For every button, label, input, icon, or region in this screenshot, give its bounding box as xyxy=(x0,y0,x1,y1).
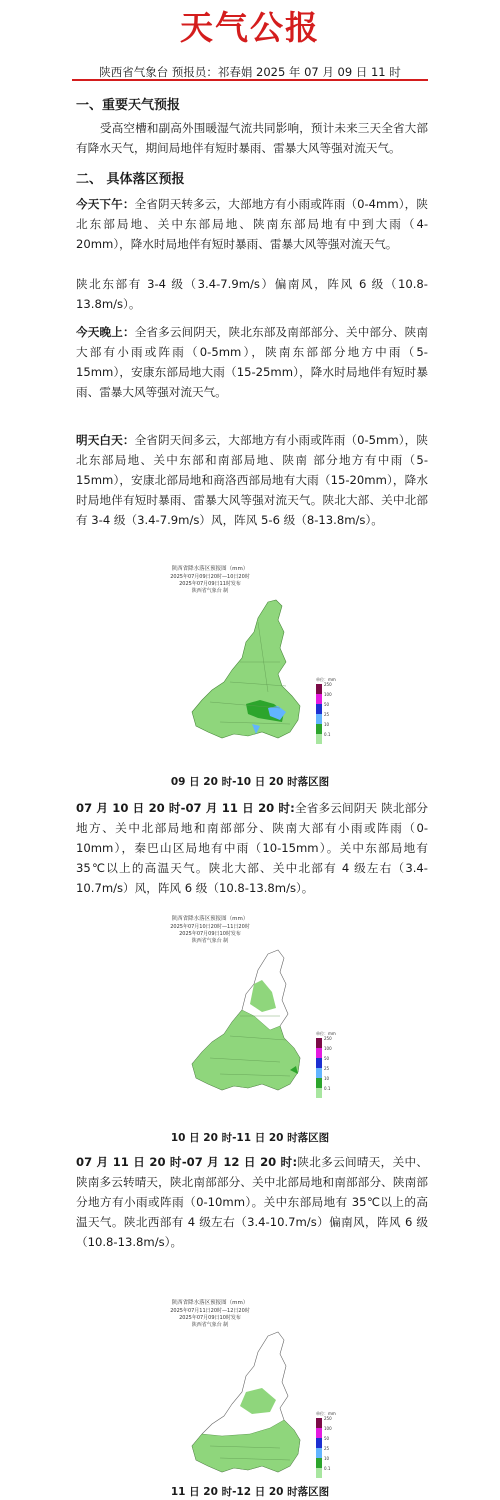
map1-legend-swatch xyxy=(316,704,322,714)
map3-legend-swatch xyxy=(316,1448,322,1458)
period2-lead: 07 月 10 日 20 时-07 月 11 日 20 时: xyxy=(76,801,295,815)
bulletin-meta: 陕西省气象台 预报员：祁春娟 2025 年 07 月 09 日 11 时 xyxy=(99,65,401,79)
map1-source: 陕西省气象台 制 xyxy=(191,588,229,594)
map2-legend xyxy=(314,1030,354,1105)
map1-period: 2025年07月09日20时—10日20时 xyxy=(170,574,250,580)
map3-legend xyxy=(314,1410,354,1485)
map2-legend-swatch xyxy=(316,1038,322,1048)
map3-period: 2025年07月11日20时—12日20时 xyxy=(170,1308,250,1314)
header-divider xyxy=(72,79,428,81)
map1-legend-swatch xyxy=(316,734,322,744)
map1-legend-swatches xyxy=(316,682,332,744)
map2-legend-label: 0.1 xyxy=(324,1086,331,1091)
bulletin-title: 天气公报 xyxy=(180,8,320,47)
map1-legend-title: 单位：mm xyxy=(316,677,336,682)
map1-legend-label: 100 xyxy=(324,692,332,697)
map3-legend-swatch xyxy=(316,1418,322,1428)
period3-forecast xyxy=(76,1152,428,1252)
afternoon-wind: 陕北东部有 3-4 级（3.4-7.9m/s）偏南风，阵风 6 级（10.8-13.8m/s）。 xyxy=(76,277,428,311)
map1-legend-label: 10 xyxy=(324,722,330,727)
map2-caption: 10 日 20 时-11 日 20 时落区图 xyxy=(170,1132,330,1144)
map3-legend-title: 单位：mm xyxy=(316,1411,336,1416)
map1-legend-swatch xyxy=(316,714,322,724)
map1-legend xyxy=(314,676,354,751)
map3-legend-swatch xyxy=(316,1428,322,1438)
map1-caption: 09 日 20 时-10 日 20 时落区图 xyxy=(170,776,330,788)
map2-period: 2025年07月10日20时—11日20时 xyxy=(170,924,250,930)
section2-heading: 二、 具体落区预报 xyxy=(76,172,185,187)
map2-legend-label: 10 xyxy=(324,1076,330,1081)
tonight-forecast xyxy=(76,322,428,402)
map2-legend-label: 250 xyxy=(324,1036,332,1041)
tonight-text: 全省多云间阴天，陕北东部及南部部分、关中部分、陕南大部有小雨或阵雨（0-5mm），陕南东部部分地方中雨（5-15mm），安康东部局地大雨（15-25mm），降水时局地伴有短时暴雨、雷暴大风等强对流天气。 xyxy=(76,325,428,399)
map2-legend-label: 50 xyxy=(324,1056,330,1061)
period3-lead: 07 月 11 日 20 时-07 月 12 日 20 时: xyxy=(76,1155,298,1169)
map3-legend-swatches xyxy=(316,1416,332,1478)
tonight-lead: 今天晚上： xyxy=(76,325,135,339)
map2-legend-swatch xyxy=(316,1078,322,1088)
map3-source: 陕西省气象台 制 xyxy=(191,1322,229,1328)
map3-title: 陕西省降水落区预报图（mm） xyxy=(171,1300,249,1306)
map2-legend-swatch xyxy=(316,1048,322,1058)
map2-legend-swatch xyxy=(316,1088,322,1098)
map1-legend-label: 0.1 xyxy=(324,732,331,737)
map1-legend-swatch xyxy=(316,694,322,704)
map1-legend-label: 50 xyxy=(324,702,330,707)
map1-issued: 2025年07月09日11时发布 xyxy=(179,581,241,587)
map1-legend-label: 250 xyxy=(324,682,332,687)
map1-shaanxi-outline xyxy=(192,600,300,738)
section1-heading: 一、重要天气预报 xyxy=(76,98,181,113)
period2-text: 全省多云间阴天 陕北部分地方、关中北部局地和南部部分、陕南大部有小雨或阵雨（0-10mm），秦巴山区局地有中雨（10-15mm）。关中东部局地有 35℃以上的高温天气。陕北大部、关中北部有 4 级左右（3.4-10.7m/s）风，阵风 6 级（10.8-13.8m/s）。 xyxy=(76,801,428,895)
map3-legend-label: 50 xyxy=(324,1436,330,1441)
afternoon-lead: 今天下午： xyxy=(76,197,135,211)
map2-rain-south xyxy=(192,1010,300,1090)
map2-legend-title: 单位：mm xyxy=(316,1031,336,1036)
map3-caption: 11 日 20 时-12 日 20 时落区图 xyxy=(170,1486,330,1498)
map1-legend-swatch xyxy=(316,684,322,694)
map3-issued: 2025年07月09日10时发布 xyxy=(179,1315,241,1321)
period3-text: 陕北多云间晴天，关中、陕南多云转晴天，陕北南部部分、关中北部局地和南部部分、陕南部分地方有小雨或阵雨（0-10mm）。关中东部局地有 35℃以上的高温天气。陕北西部有 4 级左右（3.4-10.7m/s）偏南风，阵风 6 级（10.8-13.8m/s）。 xyxy=(76,1155,428,1249)
map2-issued: 2025年07月09日10时发布 xyxy=(179,931,241,937)
map1-title: 陕西省降水落区预报图（mm） xyxy=(171,566,249,572)
map2-legend-swatch xyxy=(316,1058,322,1068)
map2-legend-label: 25 xyxy=(324,1066,330,1071)
map3-legend-swatch xyxy=(316,1458,322,1468)
map2-legend-swatch xyxy=(316,1068,322,1078)
map3-legend-swatch xyxy=(316,1438,322,1448)
map3-legend-swatch xyxy=(316,1468,322,1478)
map3-legend-label: 100 xyxy=(324,1426,332,1431)
map2-legend-swatches xyxy=(316,1036,332,1098)
map2-legend-label: 100 xyxy=(324,1046,332,1051)
afternoon-forecast xyxy=(76,194,428,254)
tomorrow-text: 全省阴天间多云，大部地方有小雨或阵雨（0-5mm），陕北东部局地、关中东部和南部局地、陕南 部分地方有中雨（5-15mm），安康北部局地和商洛西部局地有大雨（15-20mm），降水时局地伴有短时暴雨、雷暴大风等强对流天气。陕北大部、关中北部有 3-4 级（3.4-7.9m/s）风，阵风 5-6 级（8-13.8m/s）。 xyxy=(76,433,428,527)
map3-legend-label: 250 xyxy=(324,1416,332,1421)
section1-text: 受高空槽和副高外围暖湿气流共同影响，预计未来三天全省大部有降水天气，期间局地伴有短时暴雨、雷暴大风等强对流天气。 xyxy=(76,121,428,155)
map1-legend-label: 25 xyxy=(324,712,330,717)
afternoon-text: 全省阴天转多云，大部地方有小雨或阵雨（0-4mm），陕北东部局地、关中东部局地、陕南东部局地有中到大雨（4-20mm），降水时局地伴有短时暴雨、雷暴大风等强对流天气。 xyxy=(76,197,428,251)
tomorrow-forecast xyxy=(76,430,428,530)
map2-source: 陕西省气象台 制 xyxy=(191,938,229,944)
map1-legend-swatch xyxy=(316,724,322,734)
map3-legend-label: 0.1 xyxy=(324,1466,331,1471)
map2-title: 陕西省降水落区预报图（mm） xyxy=(171,916,249,922)
tomorrow-lead: 明天白天： xyxy=(76,433,135,447)
map3-legend-label: 10 xyxy=(324,1456,330,1461)
map3-legend-label: 25 xyxy=(324,1446,330,1451)
period2-forecast xyxy=(76,798,428,898)
